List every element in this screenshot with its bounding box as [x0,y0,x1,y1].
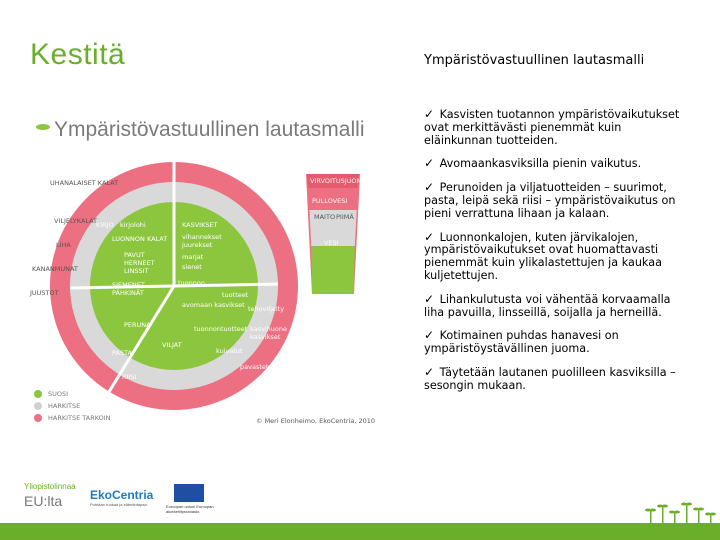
label-luonnon-kalat: LUONNON KALAT [112,235,168,243]
label-kirjolohi: kirjolohi [120,221,146,229]
label-riisi: RIISI [122,373,137,381]
label-tuonnon: tuonnon [178,279,205,287]
legend-dot-green [34,390,42,398]
label-kasvihuone-right: kasvihuone [250,325,288,333]
label-pasta: PASTA [112,349,132,357]
legend-item: HARKITSE [34,400,111,412]
label-pahkinat: PÄHKINÄT [112,289,144,297]
plate-image-title: Ympäristövastuullinen lautasmalli [36,118,364,142]
plate-copyright: © Meri Elonheimo, EkoCentria, 2010 [256,417,376,425]
bullet-item: ✓ Kotimainen puhdas hanavesi on ympäristöystävällinen juoma. [424,328,619,356]
check-icon: ✓ [424,229,435,244]
label-linssit: LINSSIT [124,267,149,275]
check-icon: ✓ [424,180,435,195]
label-peruna: PERUNA [124,321,151,329]
check-icon: ✓ [424,364,435,379]
sprouts-decoration-icon [620,500,720,524]
label-pavut: PAVUT [124,251,145,259]
glass-green [311,246,355,294]
label-juurekset: juurekset [182,241,213,249]
check-icon: ✓ [424,156,435,171]
label-viljelykalat: VILJELYKALAT [54,217,98,225]
label-viljat: VILJAT [162,341,182,349]
bullet-item: ✓ Kasvisten tuotannon ympäristövaikutukset ovat merkittävästi pienemmät kuin eläinkunnan tuotteiden. [424,107,680,147]
check-icon: ✓ [424,107,435,121]
bullet-list [424,108,686,403]
leaf-swish-icon [36,124,50,130]
legend-item: HARKITSE TARKOIN [34,412,111,424]
kestita-logo [30,38,125,72]
label-herneet: HERNEET [124,259,155,267]
ekocentria-logo: EkoCentria Puhtaan ruokaa ja elämäntapaa [90,488,154,507]
label-uhanalaiset-kalat: UHANALAISET KALAT [50,179,119,187]
check-icon: ✓ [424,328,435,343]
label-vihannekset: vihannekset [182,233,222,241]
eu-lta-logo: Yliopistolinnaa EU:lta [24,482,76,509]
label-siemenet: SIEMENET [112,281,145,289]
legend-dot-pink [34,414,42,422]
label-kananmunat: KANANMUNAT [32,265,78,273]
plate-legend [34,388,111,424]
label-juustot: JUUSTOT [30,289,59,297]
label-sienet: sienet [182,263,202,271]
bullet-item: ✓ Täytetään lautanen puolilleen kasviksilla – sesongin mukaan. [424,364,676,392]
label-kasvikset-small: kasvikset [250,333,281,341]
label-kasvikset: KASVIKSET [182,221,218,229]
bullet-item: ✓ Avomaankasviksilla pienin vaikutus. [424,156,642,171]
label-maito: MAITO [314,213,336,221]
label-pavastetut: pavastetut [240,363,276,371]
legend-item: SUOSI [34,388,111,400]
bullet-item: ✓ Luonnonkalojen, kuten järvikalojen, ympäristövaikutukset ovat huomattavasti pienemmät kuin ylikalastettujen ja kaukaa kuljetettujen. [424,229,662,282]
label-liha: LIHA [56,241,71,249]
label-vesi: VESI [324,239,339,247]
footer-bar [0,523,720,540]
label-piima: PIIMÄ [336,213,354,221]
label-pullovesi: PULLOVESI [312,197,348,205]
eu-flag-icon [174,484,204,502]
label-kirjolohi-prefix: KIRJO [96,221,114,229]
bullet-item: ✓ Lihankulutusta voi vähentää korvaamalla liha pavuilla, linsseillä, soijalla ja herneillä. [424,291,671,319]
bullet-item: ✓ Perunoiden ja viljatuotteiden – suurimot, pasta, leipä sekä riisi – ympäristövaikutus on pieni verrattuna lihaan ja kalaan. [424,180,676,220]
legend-dot-grey [34,402,42,410]
label-avomaan: avomaan kasvikset [182,301,245,309]
page-title: Ympäristövastuullinen lautasmalli [424,53,645,68]
label-virvoitusjuomat: VIRVOITUSJUOMAT [310,177,371,185]
check-icon: ✓ [424,291,435,306]
label-tuotteet: tuotteet [222,291,249,299]
label-kuivatut: kuivatut [216,347,243,355]
label-tehoviljelty: tehoviljelty [248,305,285,313]
eu-fund-text: Euroopan unioni Euroopan aluekehitysrahasto [166,504,214,514]
label-marjat: marjat [182,253,204,261]
kestita-logo-text: Kestitä [30,38,126,71]
label-tuonnontuotteet: tuonnontuotteet [194,325,248,333]
